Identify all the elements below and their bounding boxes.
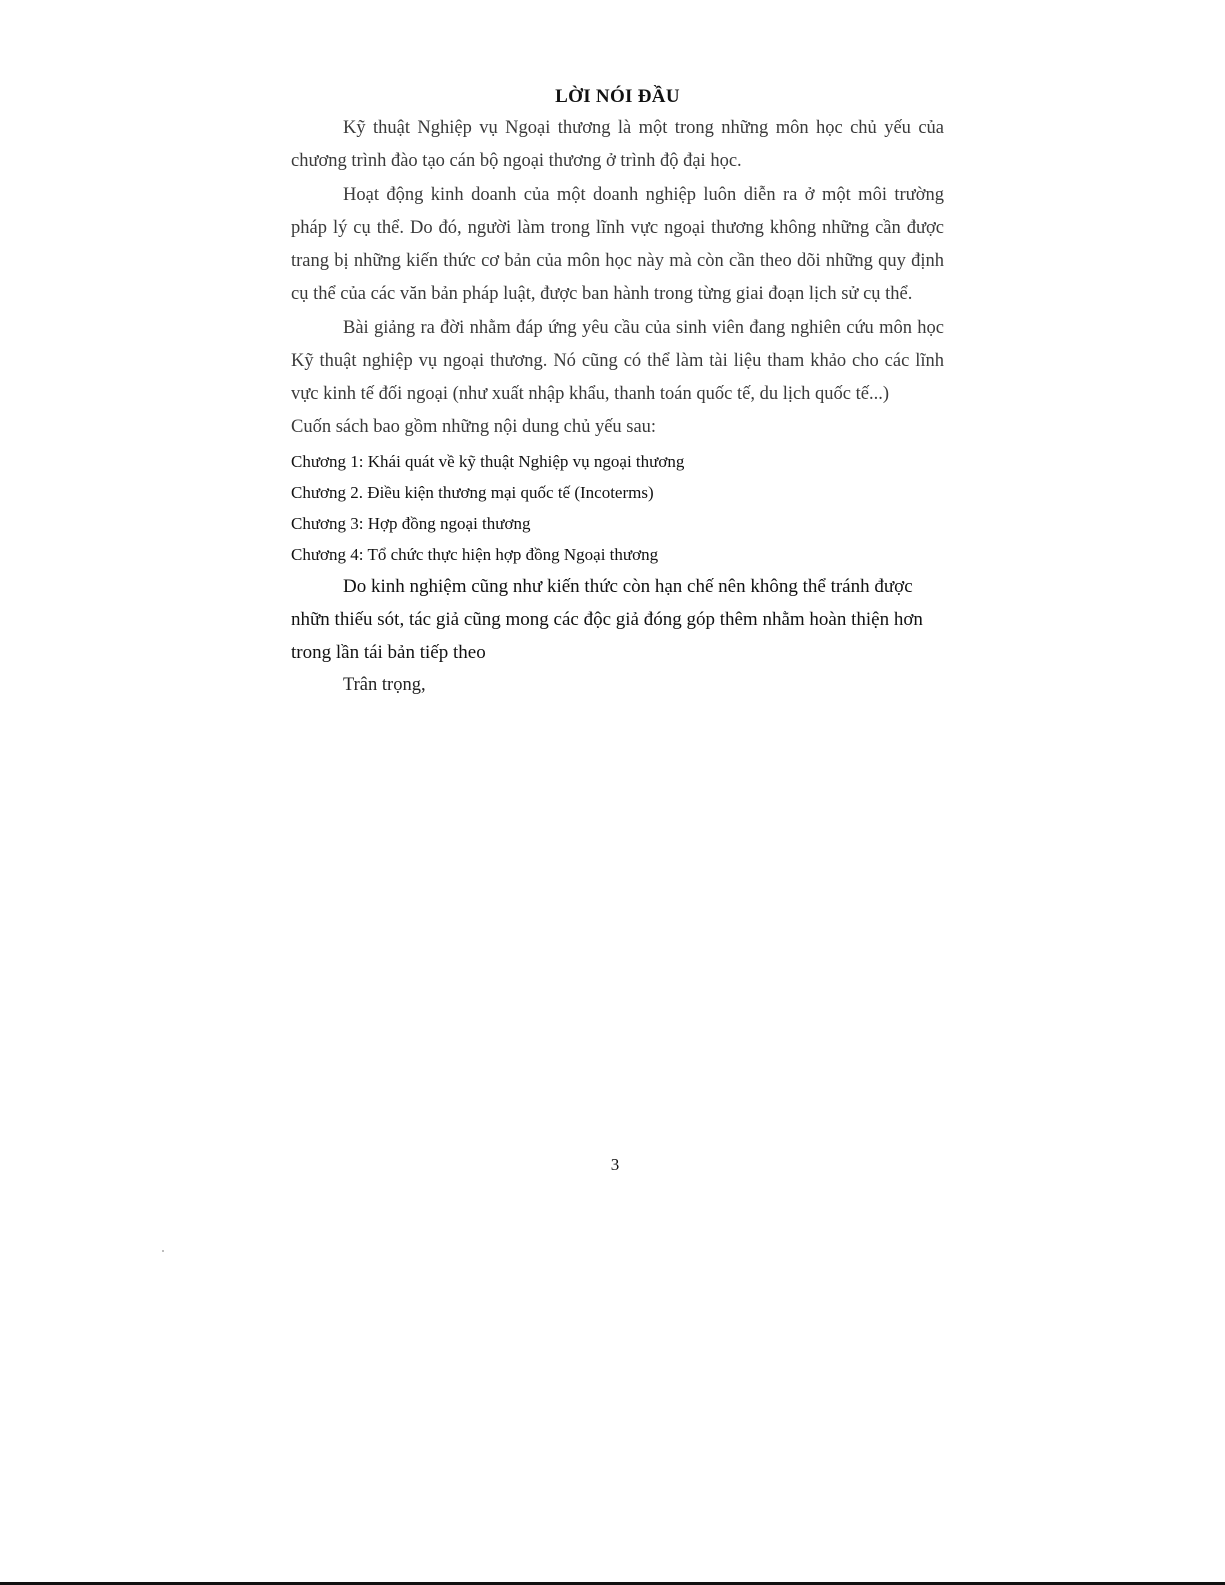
closing-salutation: Trân trọng, bbox=[343, 675, 426, 695]
paragraph-intro: Kỹ thuật Nghiệp vụ Ngoại thương là một trong những môn học chủ yếu của chương trình đào tạo cán bộ ngoại thương ở trình độ đại học. bbox=[291, 118, 944, 171]
paragraph-business-context: Hoạt động kinh doanh của một doanh nghiệp luôn diễn ra ở một môi trường pháp lý cụ thể. Do đó, người làm trong lĩnh vực ngoại thương không những cần được trang bị những kiến thức cơ bản của môn học này mà còn cần theo dõi những quy định cụ thể của các văn bản pháp luật, được ban hành trong từng giai đoạn lịch sử cụ thể. bbox=[291, 185, 944, 304]
paragraph-purpose: Bài giảng ra đời nhằm đáp ứng yêu cầu của sinh viên đang nghiên cứu môn học Kỹ thuật nghiệp vụ ngoại thương. Nó cũng có thể làm tài liệu tham khảo cho các lĩnh vực kinh tế đối ngoại (như xuất nhập khẩu, thanh toán quốc tế, du lịch quốc tế...) bbox=[291, 318, 944, 404]
chapter-list bbox=[291, 446, 944, 570]
scan-speck bbox=[162, 1250, 164, 1252]
page-content bbox=[291, 82, 944, 702]
page-number: 3 bbox=[610, 1155, 620, 1174]
chapter-item-1: Chương 1: Khái quát về kỹ thuật Nghiệp vụ ngoại thương bbox=[291, 452, 685, 471]
chapter-item-3: Chương 3: Hợp đồng ngoại thương bbox=[291, 514, 531, 533]
page-title: LỜI NÓI ĐẦU bbox=[555, 86, 680, 107]
paragraph-contents-intro: Cuốn sách bao gồm những nội dung chủ yếu sau: bbox=[291, 417, 657, 437]
chapter-item-2: Chương 2. Điều kiện thương mại quốc tế (Incoterms) bbox=[291, 483, 654, 502]
chapter-item-4: Chương 4: Tổ chức thực hiện hợp đồng Ngoại thương bbox=[291, 545, 659, 564]
paragraph-acknowledgement: Do kinh nghiệm cũng như kiến thức còn hạn chế nên không thể tránh được nhữn thiếu sót, tác giả cũng mong các độc giả đóng góp thêm nhằm hoàn thiện hơn trong lần tái bản tiếp theo bbox=[291, 576, 923, 663]
